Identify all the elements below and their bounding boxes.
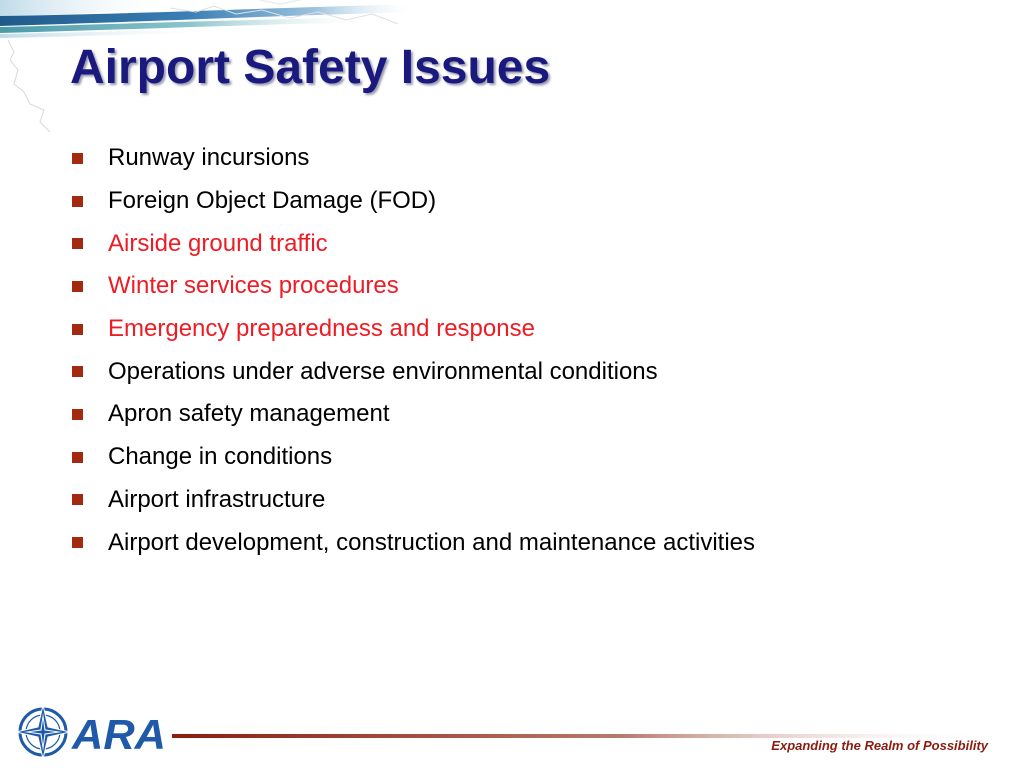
bullet-text-highlighted: Emergency preparedness and response [108,315,535,343]
list-item [72,479,755,522]
footer-tagline: Expanding the Realm of Possibility [771,738,988,753]
list-item [72,436,755,479]
square-bullet-icon [72,366,83,377]
bullet-text-highlighted: Airside ground traffic [108,229,328,257]
list-item [72,180,755,223]
slide-title: Airport Safety Issues [70,41,551,94]
square-bullet-icon [72,324,83,335]
list-item [72,393,755,436]
list-item [72,265,755,308]
bullet-text: Change in conditions [108,443,333,471]
square-bullet-icon [72,409,83,420]
bullet-list [72,137,755,564]
bullet-text: Foreign Object Damage (FOD) [108,187,437,215]
list-item [72,521,755,564]
bullet-text: Airport infrastructure [108,485,326,513]
square-bullet-icon [72,452,83,463]
list-item [72,350,755,393]
square-bullet-icon [72,537,83,548]
square-bullet-icon [72,196,83,207]
compass-star-icon [16,705,70,759]
bullet-text: Apron safety management [108,400,390,428]
bullet-text-highlighted: Winter services procedures [108,272,399,300]
bullet-text: Operations under adverse environmental conditions [108,357,658,385]
logo-wordmark: ARA [70,711,166,758]
square-bullet-icon [72,494,83,505]
bullet-text: Airport development, construction and maintenance activities [108,528,756,556]
square-bullet-icon [72,281,83,292]
list-item [72,308,755,351]
square-bullet-icon [72,153,83,164]
square-bullet-icon [72,238,83,249]
bullet-text: Runway incursions [108,144,310,172]
ara-logo [14,703,174,761]
list-item [72,137,755,180]
list-item [72,222,755,265]
